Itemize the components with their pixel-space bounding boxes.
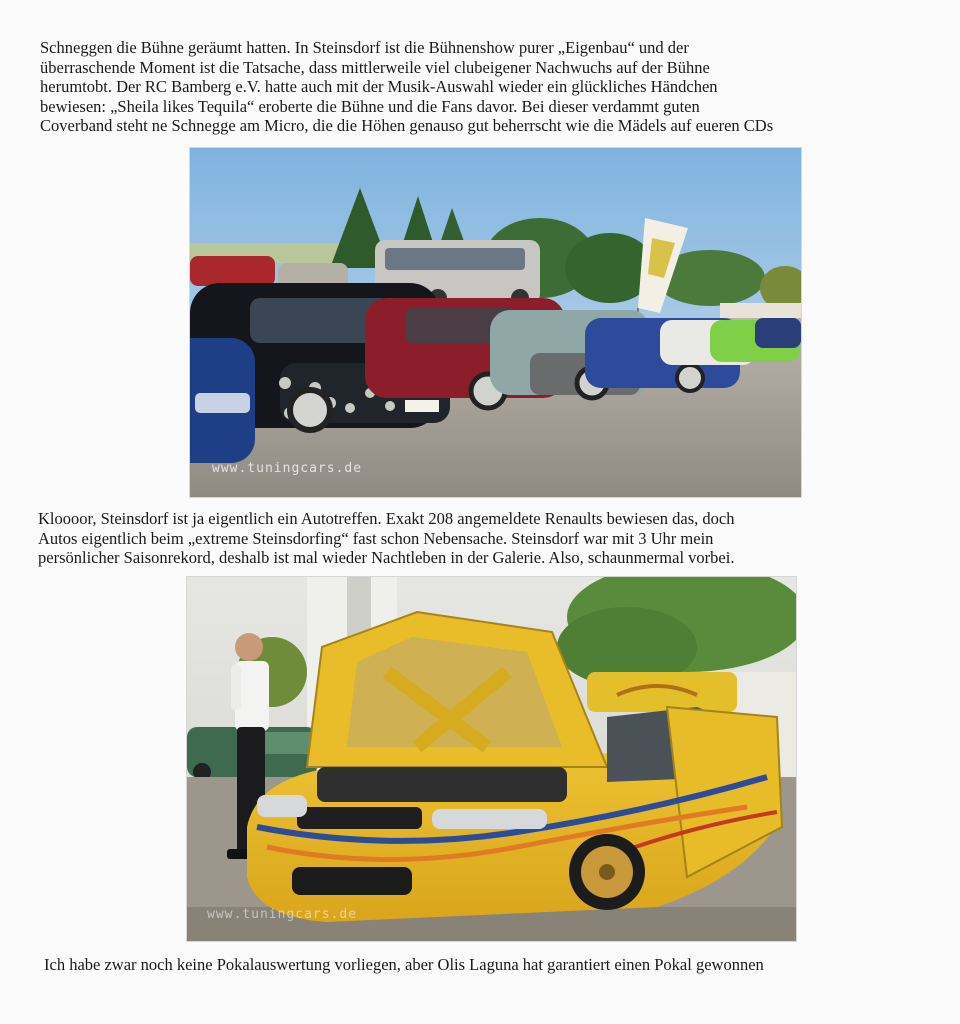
photo-caption: Ich habe zwar noch keine Pokalauswertung vorliegen, aber Olis Laguna hat garantiert einen Pokal gewonnen — [44, 955, 764, 974]
paragraph-line: Coverband steht ne Schnegge am Micro, die die Höhen genauso gut beherrscht wie die Mädels auf eueren CDs — [40, 116, 774, 135]
paragraph-line: Schneggen die Bühne geräumt hatten. In Steinsdorf ist die Bühnenshow purer „Eigenbau“ und der — [40, 38, 689, 57]
watermark-text: www.tuningcars.de — [207, 907, 358, 922]
paragraph-line: persönlicher Saisonrekord, deshalb ist mal wieder Nachtleben in der Galerie. Also, schaunmermal vorbei. — [38, 548, 735, 567]
yellow-laguna-photo — [186, 576, 797, 942]
paragraph-line: überraschende Moment ist die Tatsache, dass mittlerweile viel clubeigener Nachwuchs auf der Bühne — [40, 57, 710, 77]
paragraph-line: Autos eigentlich beim „extreme Steinsdorfing“ fast schon Nebensache. Steinsdorf war mit 3 Uhr mein — [38, 528, 714, 548]
paragraph-line: herumtobt. Der RC Bamberg e.V. hatte auch mit der Musik-Auswahl wieder ein glückliches Händchen — [40, 77, 718, 96]
paragraph-stage-show — [40, 38, 950, 136]
watermark-text: www.tuningcars.de — [212, 461, 363, 476]
paragraph-line: Kloooor, Steinsdorf ist ja eigentlich ein Autotreffen. Exakt 208 angemeldete Renaults bewiesen das, doch — [38, 509, 735, 528]
car-meet-parking-illustration — [190, 148, 801, 497]
car-meet-parking-photo — [189, 147, 802, 498]
paragraph-line: bewiesen: „Sheila likes Tequila“ eroberte die Bühne und die Fans davor. Bei dieser verdammt guten — [40, 96, 700, 116]
yellow-laguna-illustration — [187, 577, 796, 941]
paragraph-car-meet — [38, 509, 948, 568]
